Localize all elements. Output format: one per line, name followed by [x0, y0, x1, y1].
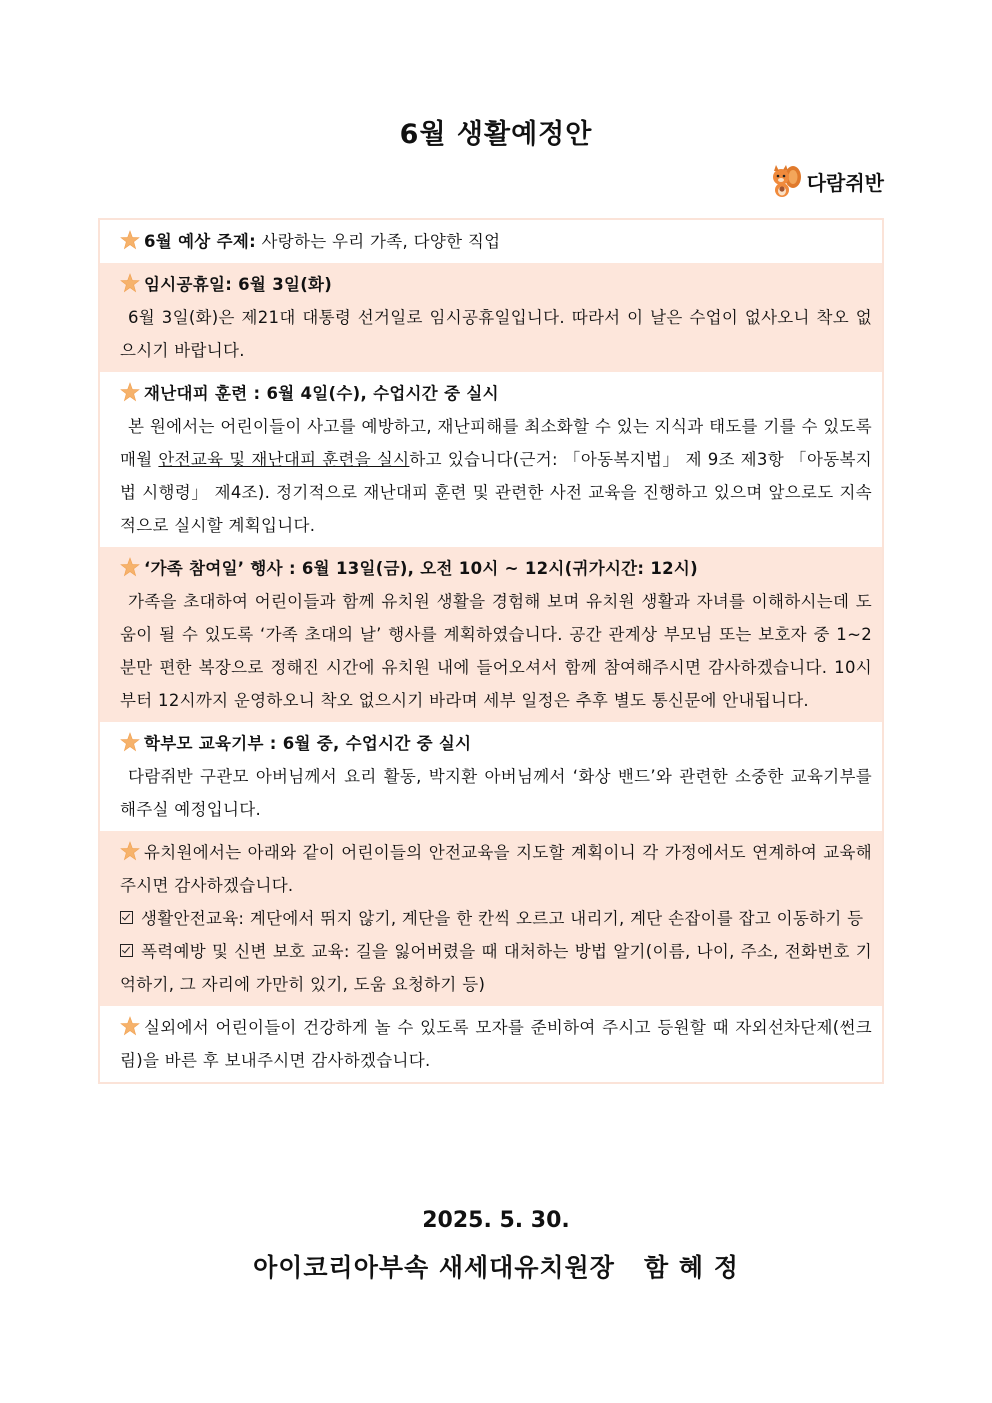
- section-heading: [120, 225, 872, 258]
- heading-text: ‘가족 참여일’ 행사 : 6월 13일(금), 오전 10시 ~ 12시(귀가시간: 12시): [144, 559, 699, 578]
- star-icon: [120, 841, 140, 861]
- class-name: 다람쥐반: [806, 170, 884, 195]
- section-safety-education: [100, 831, 882, 1006]
- section-body: 가족을 초대하여 어린이들과 함께 유치원 생활을 경험해 보며 유치원 생활과 자녀를 이해하시는데 도움이 될 수 있도록 ‘가족 초대의 날’ 행사를 계획하였습니다. 공간 관계상 부모님 또는 보호자 중 1~2분만 편한 복장으로 정해진 시간에 유치원 내에 들어오셔서 함께 참여해주시면 감사하겠습니다. 10시부터 12시까지 운영하오니 착오 없으시기 바라며 세부 일정은 추후 별도 통신문에 안내됩니다.: [120, 592, 872, 710]
- checklist-item: [120, 902, 872, 935]
- signature: 아이코리아부속 새세대유치원장 함 혜 정: [253, 1253, 739, 1282]
- section-body: 다람쥐반 구관모 아버님께서 요리 활동, 박지환 아버님께서 ‘화상 밴드’와 관련한 소중한 교육기부를 해주실 예정입니다.: [120, 767, 872, 819]
- section-heading: [120, 377, 872, 410]
- section-family-day: [100, 547, 882, 722]
- checklist-text: 생활안전교육: 계단에서 뛰지 않기, 계단을 한 칸씩 오르고 내리기, 계단 손잡이를 잡고 이동하기 등: [141, 909, 864, 928]
- section-monthly-theme: [100, 220, 882, 263]
- section-evacuation-drill: [100, 372, 882, 547]
- schedule-box: [98, 218, 884, 1084]
- star-icon: [120, 382, 140, 402]
- star-icon: [120, 230, 140, 250]
- heading-text: 학부모 교육기부 : 6월 중, 수업시간 중 실시: [144, 734, 472, 753]
- body-text: 본 원에서는 어린이들이 사고를 예방하고, 재난피해를 최소화할 수 있는 지식과 태도를 기를 수 있도록 매월: [120, 417, 872, 469]
- section-sun-protection: [100, 1006, 882, 1082]
- class-badge: [769, 164, 884, 198]
- heading-value: 사랑하는 우리 가족, 다양한 직업: [255, 232, 501, 251]
- section-body: [120, 410, 872, 542]
- section-heading: [120, 552, 872, 585]
- section-parent-donation: [100, 722, 882, 831]
- issue-date: 2025. 5. 30.: [422, 1208, 570, 1233]
- page-title: 6월 생활예정안: [399, 119, 593, 150]
- heading-text: 임시공휴일: 6월 3일(화): [144, 275, 333, 294]
- section-body: 6월 3일(화)은 제21대 대통령 선거일로 임시공휴일입니다. 따라서 이 날은 수업이 없사오니 착오 없으시기 바랍니다.: [120, 308, 872, 360]
- checklist-text: 폭력예방 및 신변 보호 교육: 길을 잃어버렸을 때 대처하는 방법 알기(이름, 나이, 주소, 전화번호 기억하기, 그 자리에 가만히 있기, 도움 요청하기 등): [120, 942, 872, 994]
- section-public-holiday: [100, 263, 882, 372]
- checkbox-icon: [120, 911, 133, 924]
- section-intro: [120, 836, 872, 902]
- section-heading: [120, 727, 872, 760]
- checkbox-icon: [120, 944, 133, 957]
- star-icon: [120, 273, 140, 293]
- star-icon: [120, 732, 140, 752]
- star-icon: [120, 557, 140, 577]
- heading-text: 재난대피 훈련 : 6월 4일(수), 수업시간 중 실시: [144, 384, 499, 403]
- underlined-text: 안전교육 및 재난대피 훈련을 실시: [158, 450, 410, 469]
- heading-label: 6월 예상 주제:: [144, 232, 256, 251]
- intro-text: 유치원에서는 아래와 같이 어린이들의 안전교육을 지도할 계획이니 각 가정에서도 연계하여 교육해주시면 감사하겠습니다.: [120, 843, 872, 895]
- section-heading: [120, 268, 872, 301]
- intro-text: 실외에서 어린이들이 건강하게 놀 수 있도록 모자를 준비하여 주시고 등원할 때 자외선차단제(썬크림)을 바른 후 보내주시면 감사하겠습니다.: [120, 1018, 872, 1070]
- section-intro: [120, 1011, 872, 1077]
- star-icon: [120, 1016, 140, 1036]
- body-text: 하고 있습니다(근거: 「아동복지법」 제 9조 제3항 「아동복지법 시행령」 제4조). 정기적으로 재난대피 훈련 및 관련한 사전 교육을 진행하고 있으며 앞으로도 지속적으로 실시할 계획입니다.: [120, 450, 872, 535]
- checklist-item: [120, 935, 872, 1001]
- squirrel-icon: [769, 164, 803, 198]
